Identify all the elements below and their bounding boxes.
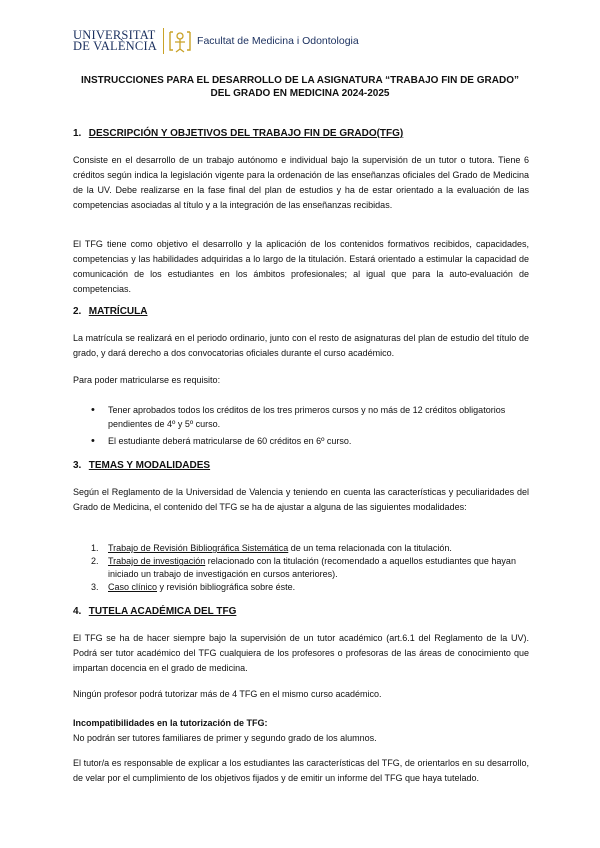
university-logo — [73, 30, 157, 52]
section-title: MATRÍCULA — [88, 306, 148, 317]
incompatibilities-text: No podrán ser tutores familiares de primer y segundo grado de los alumnos. — [73, 733, 377, 743]
modalities-list — [91, 542, 529, 594]
section-1-heading — [73, 127, 403, 140]
item-number: 3. — [91, 582, 99, 592]
section-number: 4. — [73, 606, 82, 617]
logo-divider — [163, 28, 164, 54]
section-4-paragraph-3: El tutor/a es responsable de explicar a los estudiantes las características del TFG, de orientarlos en su desarrollo, de velar por el cumplimiento de los objetivos fijados y de emitir un informe del TFG que haya tutelado. — [73, 758, 529, 783]
document-title — [60, 74, 540, 100]
section-title: TEMAS Y MODALIDADES — [88, 460, 211, 471]
section-title: TUTELA ACADÉMICA DEL TFG — [88, 606, 237, 617]
list-item: • Tener aprobados todos los créditos de los tres primeros cursos y no más de 12 créditos obligatorios pendientes de 4º y 5º curso. — [91, 403, 529, 431]
section-title: DESCRIPCIÓN Y OBJETIVOS DEL TRABAJO FIN DE GRADO(TFG) — [88, 128, 404, 139]
section-2-heading — [73, 305, 147, 318]
section-4-heading — [73, 605, 236, 618]
incompatibilities-title: Incompatibilidades en la tutorización de TFG: — [73, 718, 268, 728]
document-title-line2: DEL GRADO EN MEDICINA 2024-2025 — [210, 88, 390, 99]
section-2-paragraph-1: La matrícula se realizará en el periodo ordinario, junto con el resto de asignaturas del plan de estudio del título de grado, y dará derecho a dos convocatorias oficiales durante el curso académico. — [73, 333, 529, 358]
modality-name: Trabajo de Revisión Bibliográfica Sistemática — [108, 543, 289, 553]
section-2-paragraph-2: Para poder matricularse es requisito: — [73, 375, 221, 385]
incompatibilities-block — [73, 716, 529, 746]
section-1-paragraph-2: El TFG tiene como objetivo el desarrollo y la aplicación de los contenidos formativos recibidos, capacidades, competencias y las habilidades adquiridas a lo largo de la titulación. Estará orientado a estimular la capacidad de comunicación de los estudiantes en los ámbitos profesionales; al igual que para la auto-evaluación de competencias. — [73, 239, 529, 294]
document-title-line1: INSTRUCCIONES PARA EL DESARROLLO DE LA ASIGNATURA “TRABAJO FIN DE GRADO” — [81, 75, 519, 86]
faculty-emblem-icon — [167, 28, 193, 54]
section-3-paragraph-1: Según el Reglamento de la Universidad de Valencia y teniendo en cuenta las características y peculiaridades del Grado de Medicina, el contenido del TFG se ha de ajustar a alguna de las siguientes modalidades: — [73, 487, 529, 512]
list-item — [91, 581, 529, 594]
list-item — [91, 542, 529, 555]
item-number: 2. — [91, 556, 99, 566]
modality-description: y revisión bibliográfica sobre éste. — [157, 582, 296, 592]
section-4-paragraph-2: Ningún profesor podrá tutorizar más de 4 TFG en el mismo curso académico. — [73, 689, 382, 699]
section-number: 3. — [73, 460, 82, 471]
section-number: 1. — [73, 128, 82, 139]
university-name-line1: UNIVERSITAT — [73, 28, 156, 42]
faculty-name: Facultat de Medicina i Odontologia — [197, 35, 359, 47]
section-3-heading — [73, 459, 210, 472]
page-header — [73, 28, 359, 54]
requirements-list — [91, 403, 529, 451]
section-4-paragraph-1: El TFG se ha de hacer siempre bajo la supervisión de un tutor académico (art.6.1 del Reglamento de la UV). Podrá ser tutor académico del TFG cualquiera de los profesores o profesoras de las áreas de conocimiento que impartan docencia en el grado de medicina. — [73, 633, 529, 673]
section-1-paragraph-1: Consiste en el desarrollo de un trabajo autónomo e individual bajo la supervisión de un tutor o tutora. Tiene 6 créditos según indica la legislación vigente para la ordenación de las enseñanzas oficiales del Grado de Medicina de la UV. Debe realizarse en la fase final del plan de estudios y ha de estar orientado a la evaluación de las competencias asociadas al título y a la integración de las enseñanzas recibidas. — [73, 155, 529, 210]
university-name-line2: DE VALÈNCIA — [73, 39, 158, 53]
modality-name: Trabajo de investigación — [108, 556, 206, 566]
modality-name: Caso clínico — [108, 582, 158, 592]
item-number: 1. — [91, 543, 99, 553]
modality-description: relacionado con la titulación (recomendado a aquellos estudiantes que hayan iniciado un trabajo de investigación en cursos anteriores). — [108, 556, 516, 579]
modality-description: de un tema relacionada con la titulación. — [288, 543, 452, 553]
section-number: 2. — [73, 306, 82, 317]
list-item — [91, 555, 529, 581]
list-item: • El estudiante deberá matricularse de 60 créditos en 6º curso. — [91, 434, 529, 448]
